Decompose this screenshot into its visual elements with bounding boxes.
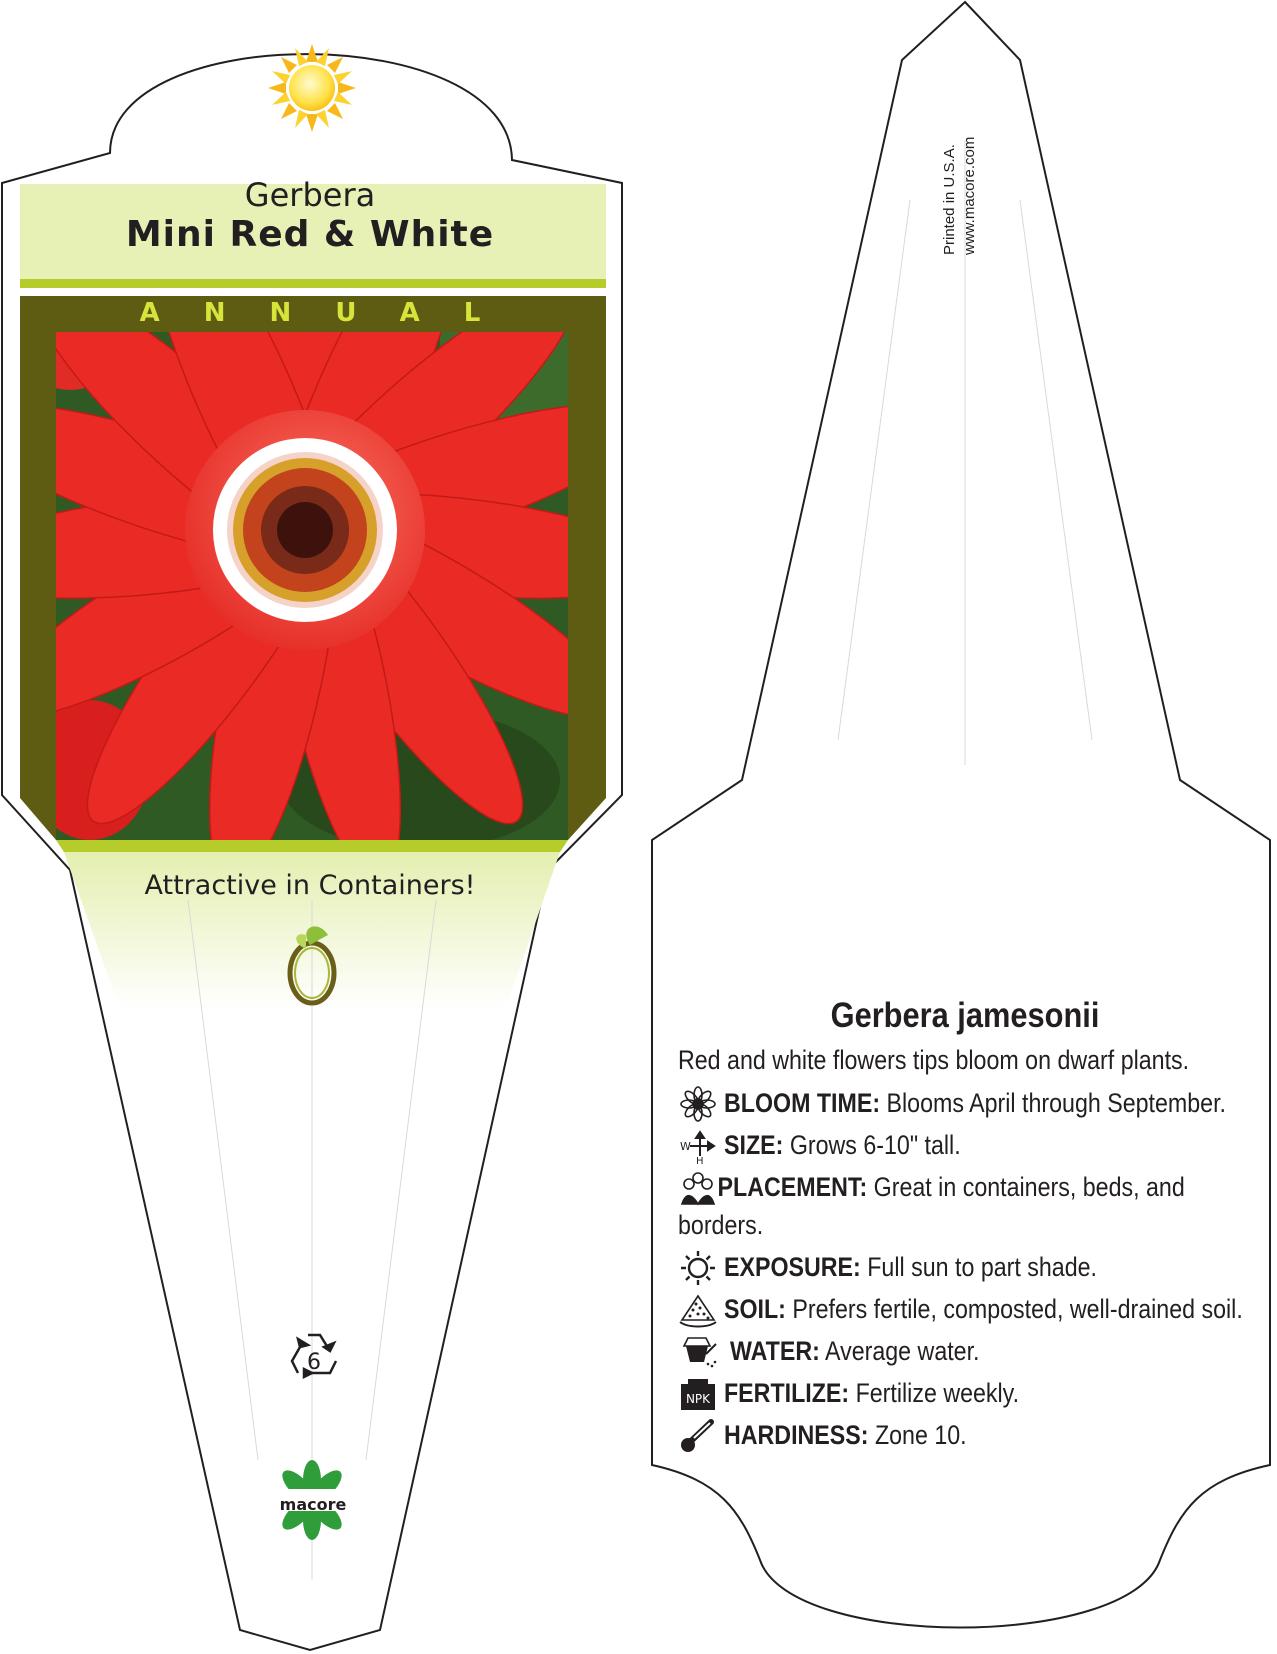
thermometer-icon [678, 1418, 718, 1454]
brand-name: macore [279, 1495, 347, 1514]
care-instructions [678, 1082, 1268, 1456]
care-value: Great in containers, beds, and borders. [678, 1172, 1185, 1240]
variety-name: Mini Red & White [125, 214, 495, 255]
svg-text:W: W [680, 1140, 691, 1153]
svg-text:H: H [696, 1156, 704, 1164]
care-value: Fertilize weekly. [855, 1378, 1020, 1408]
npk-icon [678, 1376, 718, 1412]
care-label: EXPOSURE: [724, 1252, 861, 1282]
printer-credit [940, 55, 980, 255]
care-value: Zone 10. [874, 1420, 967, 1450]
plant-genus: Gerbera [244, 176, 376, 214]
soil-icon [678, 1292, 718, 1328]
plant-description: Red and white flowers tips bloom on dwarf plants. [678, 1045, 1190, 1075]
care-row-size [678, 1124, 1268, 1166]
care-value: Full sun to part shade. [867, 1252, 1097, 1282]
care-value: Grows 6-10" tall. [789, 1130, 961, 1160]
tagline: Attractive in Containers! [144, 870, 476, 901]
care-label: SOIL: [724, 1294, 786, 1324]
watering-can-icon [678, 1334, 718, 1370]
care-label: HARDINESS: [724, 1420, 869, 1450]
botanical-name: Gerbera jamesonii [830, 996, 1100, 1035]
care-value: Prefers fertile, composted, well-drained soil. [792, 1294, 1243, 1324]
full-sun-icon [268, 44, 356, 132]
sun-icon [678, 1250, 718, 1286]
care-row-hardiness [678, 1414, 1268, 1456]
care-label: PLACEMENT: [717, 1172, 868, 1202]
care-label: SIZE: [724, 1130, 784, 1160]
care-value: Average water. [825, 1336, 980, 1366]
care-row-water [678, 1330, 1268, 1372]
plant-category: ANNUAL [139, 298, 525, 328]
size-icon [678, 1128, 718, 1164]
flower-icon [678, 1086, 718, 1122]
care-row-exposure [678, 1246, 1268, 1288]
printed-in: Printed in U.S.A. [941, 144, 958, 255]
svg-text:NPK: NPK [685, 1392, 711, 1406]
care-row-soil [678, 1288, 1268, 1330]
care-row-fertilize [678, 1372, 1268, 1414]
recycle-code: 6 [307, 1350, 321, 1375]
care-row-placement [678, 1166, 1268, 1246]
care-label: WATER: [730, 1336, 820, 1366]
care-label: BLOOM TIME: [724, 1088, 881, 1118]
care-value: Blooms April through September. [886, 1088, 1226, 1118]
care-row-bloom-time [678, 1082, 1268, 1124]
printer-website: www.macore.com [961, 136, 978, 255]
care-label: FERTILIZE: [724, 1378, 850, 1408]
